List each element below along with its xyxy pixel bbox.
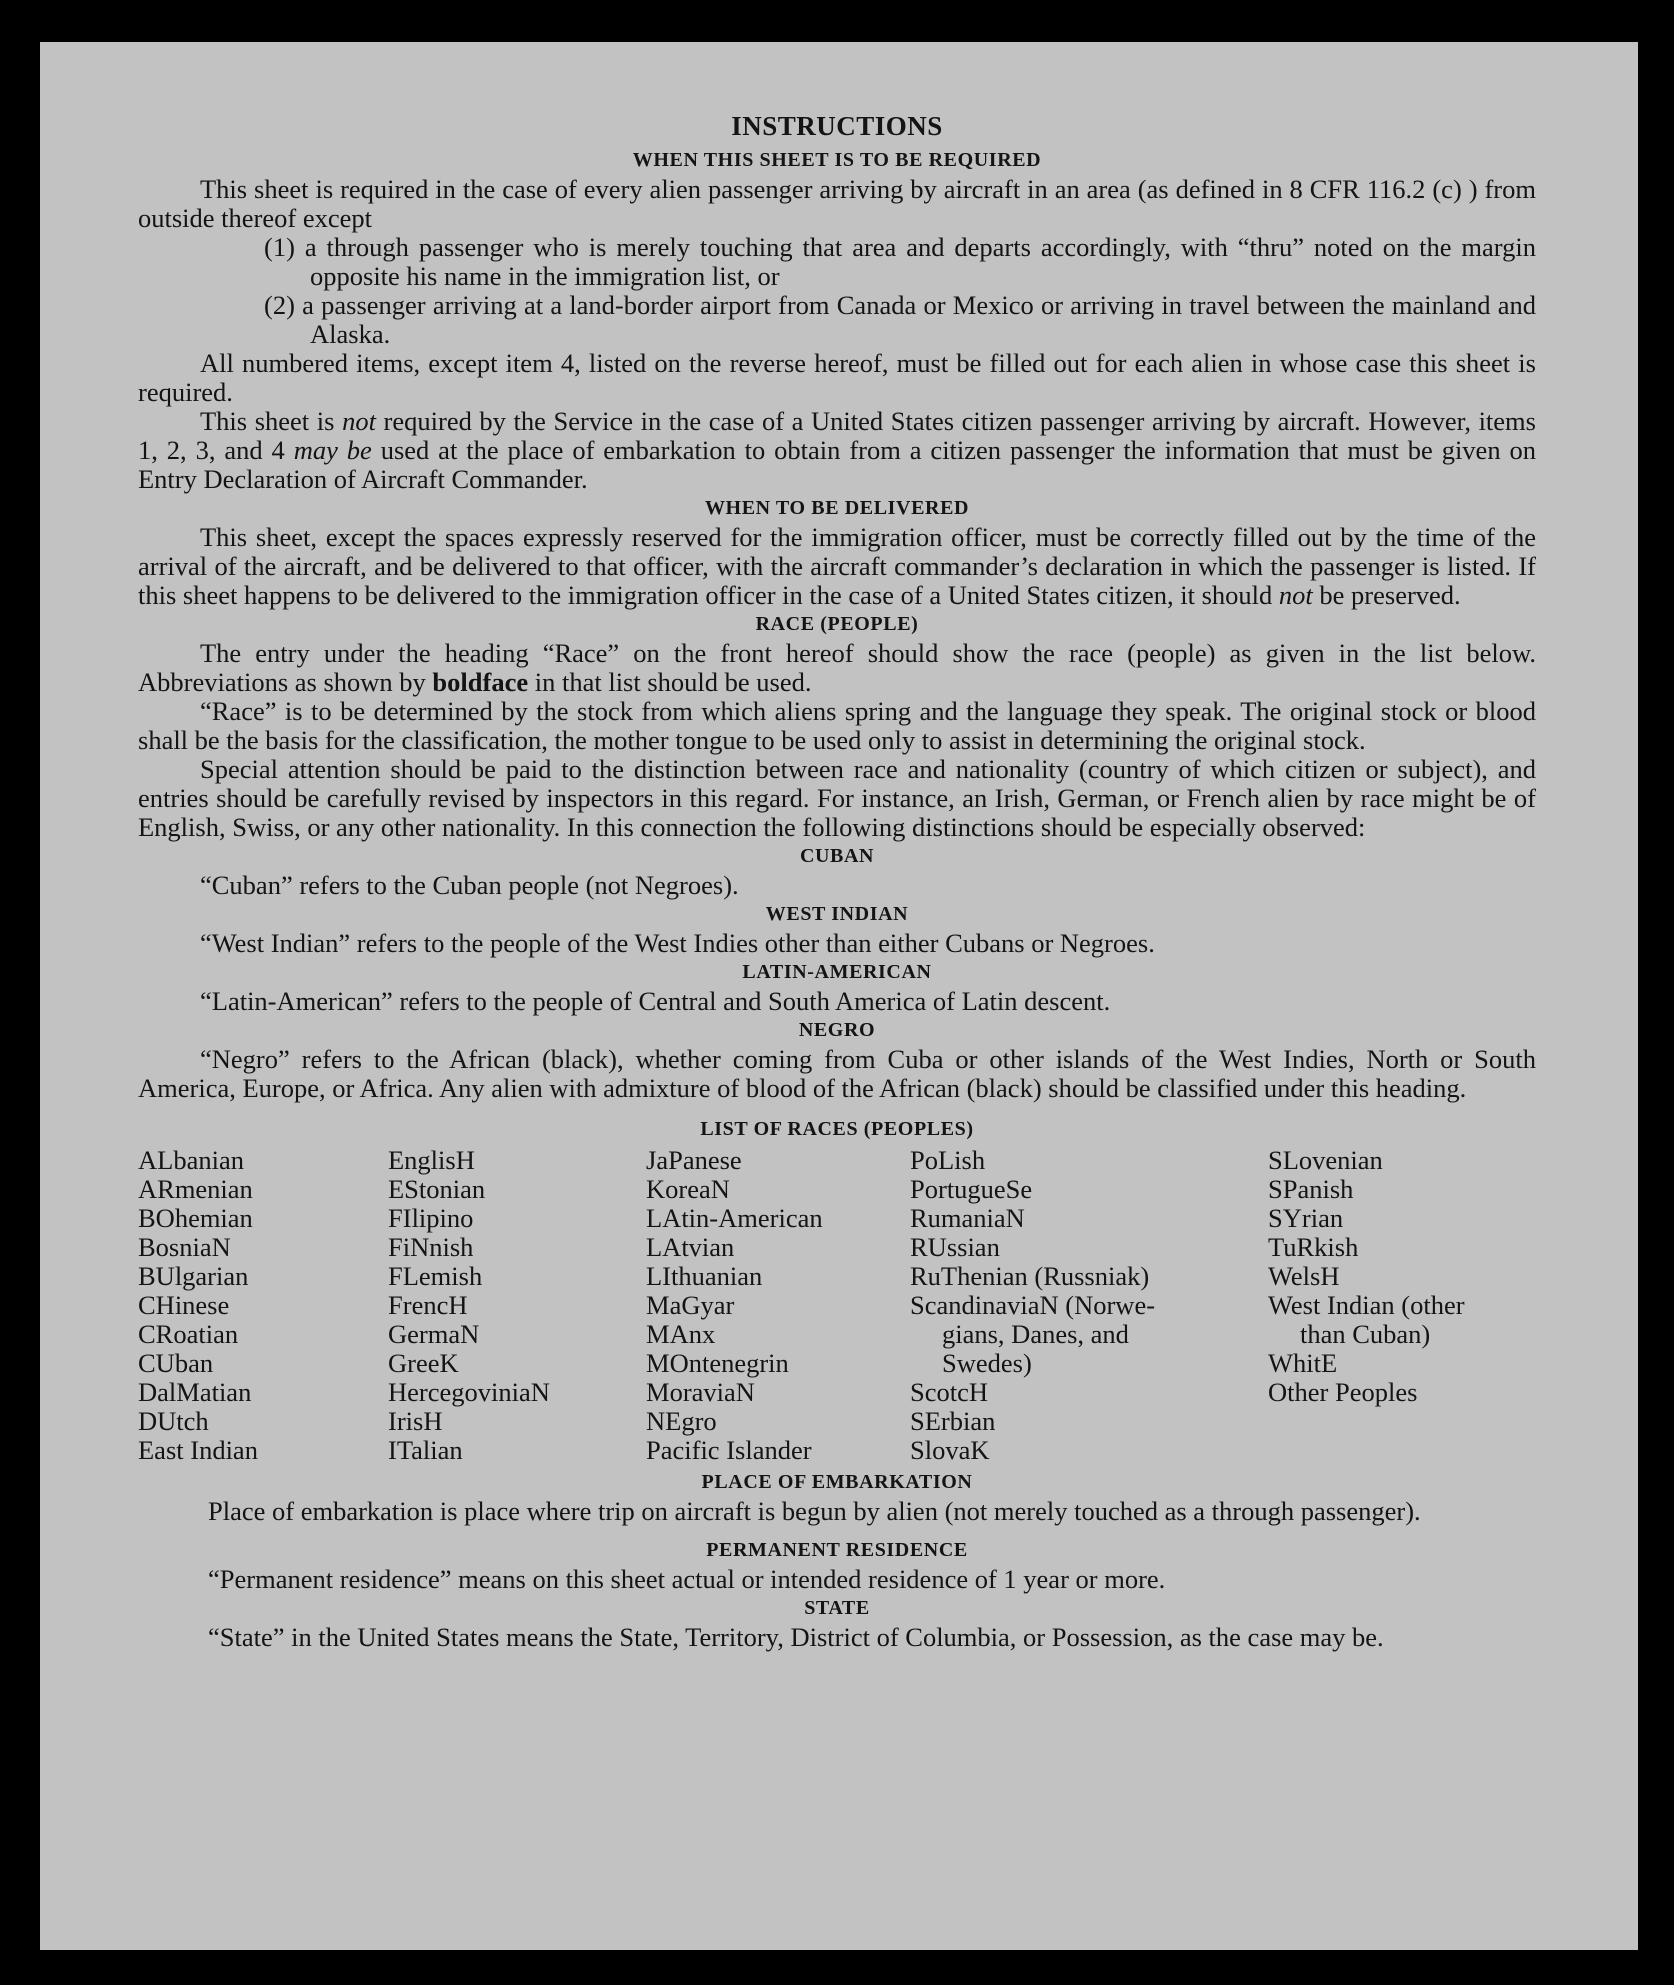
race-entry: WelsH — [1268, 1261, 1340, 1291]
race-entry: EStonian — [388, 1174, 486, 1204]
race-entry: EnglisH — [388, 1145, 475, 1175]
paragraph-embarkation: Place of embarkation is place where trip on aircraft is begun by alien (not merely touched as a through passenger). — [208, 1496, 1421, 1526]
race-entry: SPanish — [1268, 1174, 1354, 1204]
race-entry: IrisH — [388, 1406, 443, 1436]
race-entry: RuThenian (Russniak) — [910, 1261, 1150, 1291]
race-entry: Other Peoples — [1268, 1377, 1418, 1407]
paragraph-state: “State” in the United States means the State, Territory, District of Columbia, or Possession, as the case may be. — [208, 1622, 1384, 1652]
heading-when-required: WHEN THIS SHEET IS TO BE REQUIRED — [632, 149, 1042, 171]
race-entry: PoLish — [910, 1145, 986, 1175]
heading-list-of-races: LIST OF RACES (PEOPLES) — [700, 1118, 974, 1140]
race-entry: DalMatian — [138, 1377, 252, 1407]
race-entry: WhitE — [1268, 1348, 1338, 1378]
race-entry: DUtch — [138, 1406, 209, 1436]
race-entry: ScotcH — [910, 1377, 989, 1407]
race-entry: FIlipino — [388, 1203, 474, 1233]
race-entry: SlovaK — [910, 1435, 990, 1465]
paragraph-citizen-passenger: This sheet is not required by the Service in the case of a United States citizen passenger arriving by aircraft. However, items 1, 2, 3, and 4 may be used at the place of embarkation to obtain from a citizen passenger the information that must be given on Entry Declaration of Aircraft Commander. — [138, 406, 1536, 494]
heading-permanent-residence: PERMANENT RESIDENCE — [706, 1539, 968, 1561]
document-body — [138, 110, 1536, 1652]
race-entry: PortugueSe — [910, 1174, 1033, 1204]
exception-item-2: (2) a passenger arriving at a land-border airport from Canada or Mexico or arriving in travel between the mainland and Alaska. — [264, 290, 1536, 349]
race-entry: GermaN — [388, 1319, 480, 1349]
heading-latin-american: LATIN-AMERICAN — [742, 961, 932, 983]
paragraph-race-stock: “Race” is to be determined by the stock from which aliens spring and the language they speak. The original stock or blood shall be the basis for the classification, the mother tongue to be used only to assist in determining the original stock. — [138, 696, 1536, 755]
race-entry: LIthuanian — [646, 1261, 763, 1291]
paragraph-latin-american: “Latin-American” refers to the people of Central and South America of Latin descent. — [200, 986, 1111, 1016]
race-entry: gians, Danes, and — [942, 1319, 1129, 1349]
heading-race: RACE (PEOPLE) — [755, 613, 919, 635]
race-entry: LAtvian — [646, 1232, 735, 1262]
race-entry: TuRkish — [1268, 1232, 1359, 1262]
race-entry: ITalian — [388, 1435, 463, 1465]
paragraph-negro: “Negro” refers to the African (black), whether coming from Cuba or other islands of the West Indies, North or South America, Europe, or Africa. Any alien with admixture of blood of the African (black) should be classified under this heading. — [138, 1044, 1536, 1103]
race-entry: CRoatian — [138, 1319, 239, 1349]
races-column-2 — [388, 1146, 550, 1465]
heading-embarkation: PLACE OF EMBARKATION — [701, 1471, 973, 1493]
heading-cuban: CUBAN — [799, 845, 875, 867]
race-entry: BUlgarian — [138, 1261, 249, 1291]
race-entry: MAnx — [646, 1319, 716, 1349]
page-title: INSTRUCTIONS — [731, 111, 943, 141]
race-entry: CUban — [138, 1348, 214, 1378]
race-entry: BOhemian — [138, 1203, 253, 1233]
race-entry: HercegoviniaN — [388, 1377, 550, 1407]
paragraph-race-entry: The entry under the heading “Race” on the front hereof should show the race (people) as given in the list below. Abbreviations as shown by boldface in that list should be used. — [138, 638, 1536, 697]
paragraph-permanent-residence: “Permanent residence” means on this sheet actual or intended residence of 1 year or more. — [208, 1564, 1166, 1594]
race-entry: FrencH — [388, 1290, 468, 1320]
races-column-5 — [1268, 1146, 1465, 1407]
race-entry: SYrian — [1268, 1203, 1344, 1233]
race-entry: Swedes) — [942, 1348, 1032, 1378]
race-entry: ScandinaviaN (Norwe- — [910, 1290, 1156, 1320]
heading-state: STATE — [804, 1597, 870, 1619]
paragraph-cuban: “Cuban” refers to the Cuban people (not Negroes). — [200, 870, 739, 900]
races-list — [138, 1146, 1536, 1468]
races-column-4 — [910, 1146, 1155, 1465]
paragraph-delivery: This sheet, except the spaces expressly reserved for the immigration officer, must be correctly filled out by the time of the arrival of the aircraft, and be delivered to that officer, with the aircraft commander’s declaration in which the passenger is listed. If this sheet happens to be delivered to the immigration officer in the case of a United States citizen, it should not be preserved. — [138, 522, 1536, 610]
exception-item-1: (1) a through passenger who is merely touching that area and departs accordingly, with “thru” noted on the margin opposite his name in the immigration list, or — [264, 232, 1536, 291]
paragraph-numbered-items: All numbered items, except item 4, listed on the reverse hereof, must be filled out for each alien in whose case this sheet is required. — [138, 348, 1536, 407]
races-column-3 — [646, 1146, 823, 1465]
race-entry: MaGyar — [646, 1290, 735, 1320]
race-entry: RumaniaN — [910, 1203, 1025, 1233]
race-entry: KoreaN — [646, 1174, 730, 1204]
race-entry: SLovenian — [1268, 1145, 1383, 1175]
race-entry: RUssian — [910, 1232, 1000, 1262]
race-entry: JaPanese — [646, 1145, 742, 1175]
race-entry: ARmenian — [138, 1174, 253, 1204]
paragraph-race-nationality: Special attention should be paid to the distinction between race and nationality (country of which citizen or subject), and entries should be carefully revised by inspectors in this regard. For instance, an Irish, German, or French alien by race might be of English, Swiss, or any other nationality. In this connection the following distinctions should be especially observed: — [138, 754, 1536, 842]
race-entry: East Indian — [138, 1435, 258, 1465]
race-entry: West Indian (other — [1268, 1290, 1465, 1320]
race-entry: SErbian — [910, 1406, 996, 1436]
race-entry: MoraviaN — [646, 1377, 755, 1407]
instruction-sheet — [40, 42, 1638, 1950]
race-entry: than Cuban) — [1300, 1319, 1431, 1349]
paragraph-west-indian: “West Indian” refers to the people of the West Indies other than either Cubans or Negroes. — [200, 928, 1155, 958]
race-entry: FLemish — [388, 1261, 483, 1291]
race-entry: BosniaN — [138, 1232, 231, 1262]
race-entry: Pacific Islander — [646, 1435, 812, 1465]
race-entry: GreeK — [388, 1348, 459, 1378]
race-entry: CHinese — [138, 1290, 230, 1320]
race-entry: NEgro — [646, 1406, 717, 1436]
heading-west-indian: WEST INDIAN — [765, 903, 909, 925]
races-column-1 — [138, 1146, 258, 1465]
race-entry: ALbanian — [138, 1145, 244, 1175]
heading-when-delivered: WHEN TO BE DELIVERED — [704, 497, 970, 519]
heading-negro: NEGRO — [798, 1019, 876, 1041]
race-entry: FiNnish — [388, 1232, 474, 1262]
race-entry: MOntenegrin — [646, 1348, 789, 1378]
race-entry: LAtin-American — [646, 1203, 823, 1233]
paragraph-requirement: This sheet is required in the case of every alien passenger arriving by aircraft in an area (as defined in 8 CFR 116.2 (c) ) from outside thereof except — [138, 174, 1536, 233]
